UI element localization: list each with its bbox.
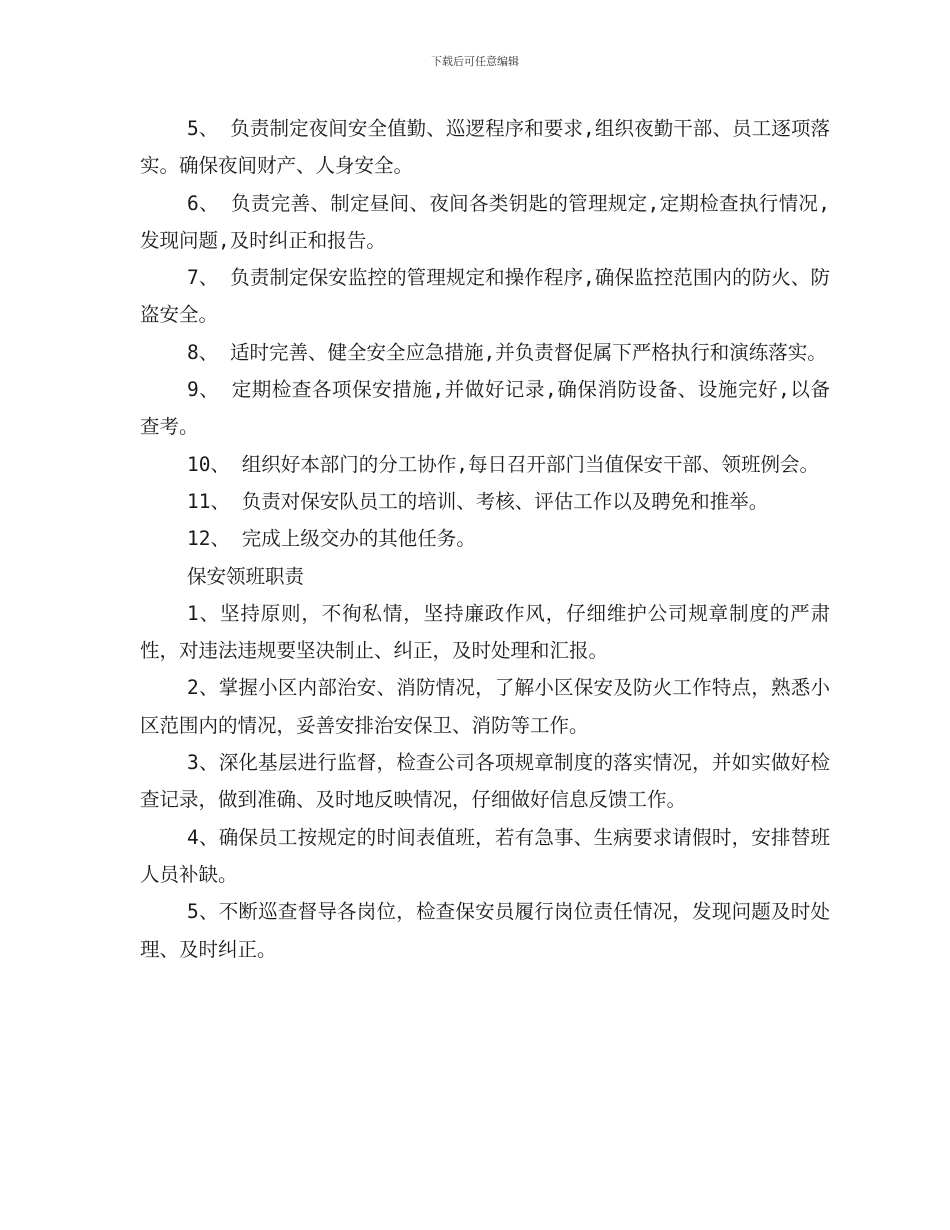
duty-item-7: 7、 负责制定保安监控的管理规定和操作程序,确保监控范围内的防火、防盗安全。 (140, 266, 830, 327)
duty-item-5: 5、 负责制定夜间安全值勤、巡逻程序和要求,组织夜勤干部、员工逐项落实。确保夜间财产、人身安全。 (140, 117, 830, 178)
page-header: 下载后可任意编辑 (431, 55, 519, 68)
duty-item-8: 8、 适时完善、健全安全应急措施,并负责督促属下严格执行和演练落实。 (187, 340, 827, 364)
leader-duty-1: 1、坚持原则，不徇私情，坚持廉政作风，仔细维护公司规章制度的严肃性，对违法违规要坚决制止、纠正，及时处理和汇报。 (140, 601, 830, 663)
leader-duty-5: 5、不断巡查督导各岗位，检查保安员履行岗位责任情况，发现问题及时处理、及时纠正。 (140, 900, 830, 961)
duty-item-6: 6、 负责完善、制定昼间、夜间各类钥匙的管理规定,定期检查执行情况,发现问题,及时纠正和报告。 (140, 191, 830, 252)
duty-item-9: 9、 定期检查各项保安措施,并做好记录,确保消防设备、设施完好,以备查考。 (140, 378, 830, 439)
duty-item-12: 12、 完成上级交办的其他任务。 (187, 527, 476, 551)
document-body (140, 110, 830, 968)
leader-duty-4: 4、确保员工按规定的时间表值班，若有急事、生病要求请假时，安排替班人员补缺。 (140, 825, 830, 886)
duty-item-11: 11、 负责对保安队员工的培训、考核、评估工作以及聘免和推举。 (187, 489, 769, 513)
duty-item-10: 10、 组织好本部门的分工协作,每日召开部门当值保安干部、领班例会。 (187, 452, 819, 476)
leader-duty-3: 3、深化基层进行监督，检查公司各项规章制度的落实情况，并如实做好检查记录，做到准确、及时地反映情况，仔细做好信息反馈工作。 (140, 751, 830, 812)
leader-duty-2: 2、掌握小区内部治安、消防情况，了解小区保安及防火工作特点，熟悉小区范围内的情况，妥善安排治安保卫、消防等工作。 (140, 676, 830, 737)
section-title: 保安领班职责 (187, 564, 305, 588)
